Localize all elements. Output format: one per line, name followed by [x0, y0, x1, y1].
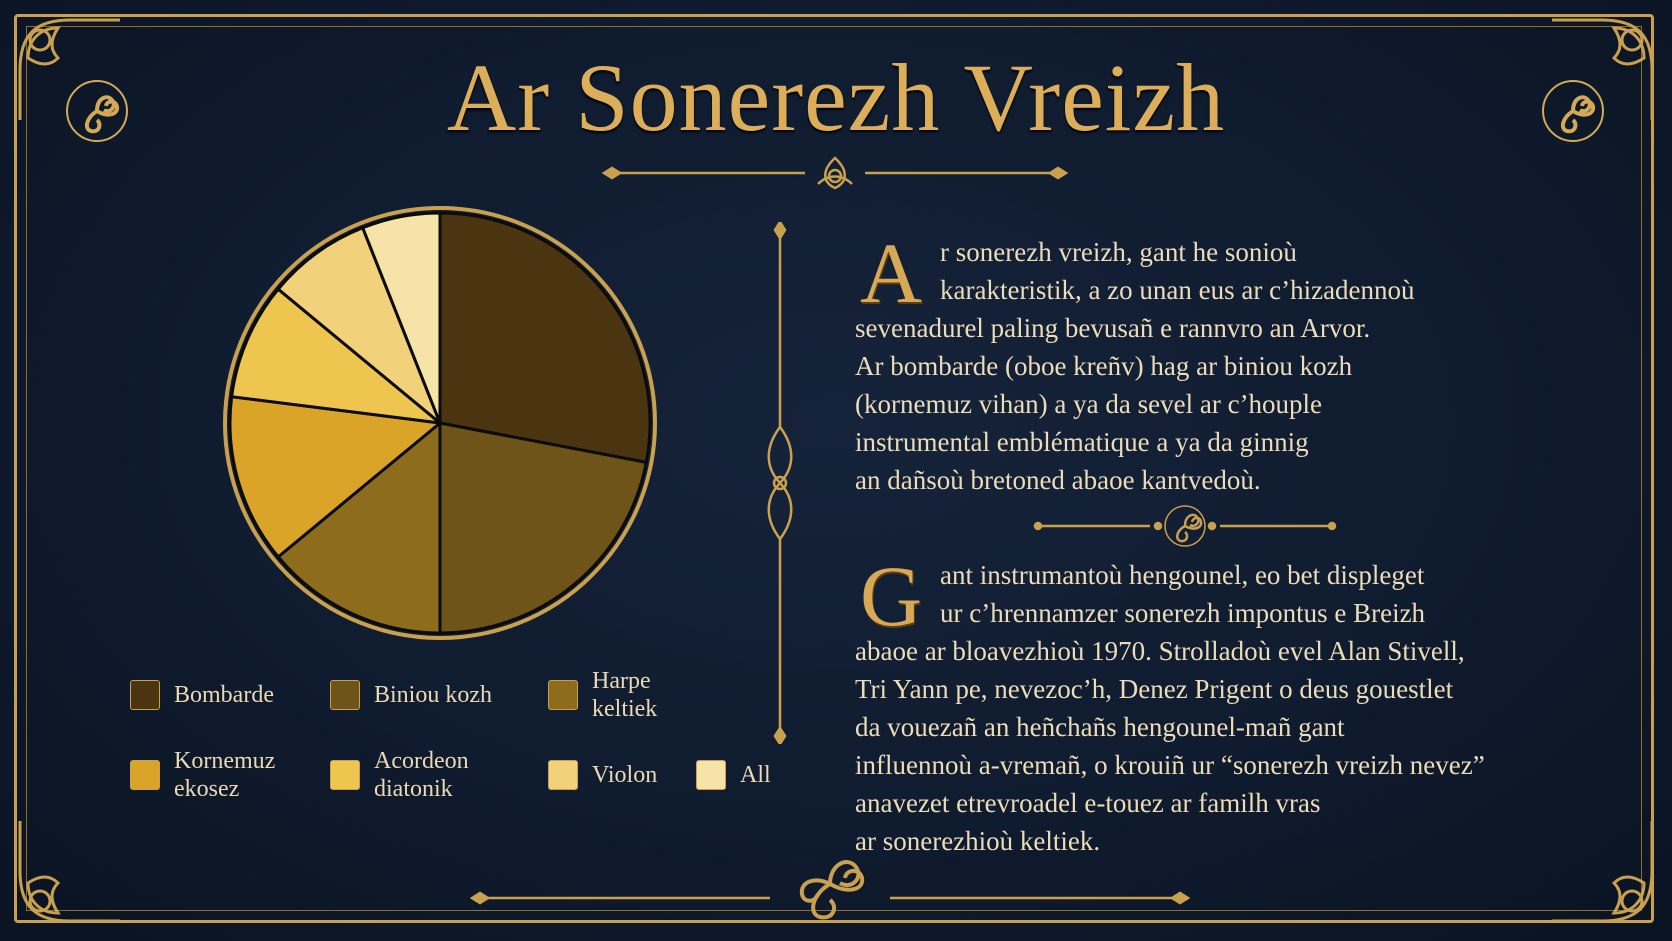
bottom-triskele-ornament — [470, 836, 1190, 928]
text-line: Ar bombarde (oboe kreñv) hag ar biniou kozh — [855, 351, 1353, 381]
drop-cap: A — [859, 225, 923, 321]
text-line: instrumental emblématique a ya da ginnig — [855, 427, 1309, 457]
legend-swatch — [696, 760, 726, 790]
legend-label: Violon — [592, 762, 658, 788]
text-line: anavezet etrevroadel e-touez ar familh vras — [855, 788, 1321, 818]
section-divider-ornament — [1030, 498, 1340, 554]
legend-label: All — [740, 762, 771, 788]
history-paragraph — [855, 548, 1575, 860]
legend-label: Kornemuz ekosez — [174, 748, 276, 802]
intro-paragraph — [855, 225, 1575, 499]
pie-chart — [200, 183, 680, 663]
text-line: ar sonerezhioù keltiek. — [855, 826, 1101, 856]
text-line: (kornemuz vihan) a ya da sevel ar c’houple — [855, 389, 1323, 419]
legend-label: Harpe keltiek — [592, 668, 658, 722]
pie-slice-bombarde — [440, 213, 650, 462]
text-line: influennoù a-vremañ, o krouiñ ur “sonerezh vreizh nevez” — [855, 750, 1485, 780]
text-line: ant instrumantoù hengounel, eo bet displeget — [940, 560, 1425, 590]
text-line: r sonerezh vreizh, gant he sonioù — [940, 237, 1297, 267]
text-line: ur c’hrennamzer sonerezh impontus e Breizh — [940, 598, 1426, 628]
legend-swatch — [548, 760, 578, 790]
chart-legend — [130, 668, 771, 810]
text-line: karakteristik, a zo unan eus ar c’hizadennoù — [940, 275, 1415, 305]
legend-label: Acordeon diatonik — [374, 748, 469, 802]
text-line: da vouezañ an heñchañs hengounel-mañ gant — [855, 712, 1345, 742]
text-line: abaoe ar bloavezhioù 1970. Strolladoù evel Alan Stivell, — [855, 636, 1465, 666]
legend-swatch — [548, 680, 578, 710]
page-title: Ar Sonerezh Vreizh — [446, 44, 1226, 151]
legend-item-acordeon-diatonik — [330, 747, 494, 803]
legend-label: Biniou kozh — [374, 682, 492, 708]
legend-item-bombarde — [130, 680, 294, 710]
legend-swatch — [330, 760, 360, 790]
legend-item-harpe-keltiek — [548, 667, 682, 723]
legend-swatch — [330, 680, 360, 710]
text-line: sevenadurel paling bevusañ e rannvro an Arvor. — [855, 313, 1371, 343]
legend-swatch — [130, 760, 160, 790]
legend-item-all — [696, 760, 790, 790]
legend-label: Bombarde — [174, 682, 274, 708]
legend-item-kornemuz-ekosez — [130, 747, 294, 803]
text-line: an dañsoù bretoned abaoe kantvedoù. — [855, 465, 1261, 495]
vertical-divider-ornament — [765, 222, 795, 744]
celtic-knot-corner-icon — [10, 811, 130, 931]
legend-swatch — [130, 680, 160, 710]
legend-item-biniou-kozh — [330, 680, 494, 710]
drop-cap: G — [859, 548, 923, 644]
text-line: Tri Yann pe, nevezoc’h, Denez Prigent o deus gouestlet — [855, 674, 1454, 704]
legend-item-violon — [548, 760, 682, 790]
